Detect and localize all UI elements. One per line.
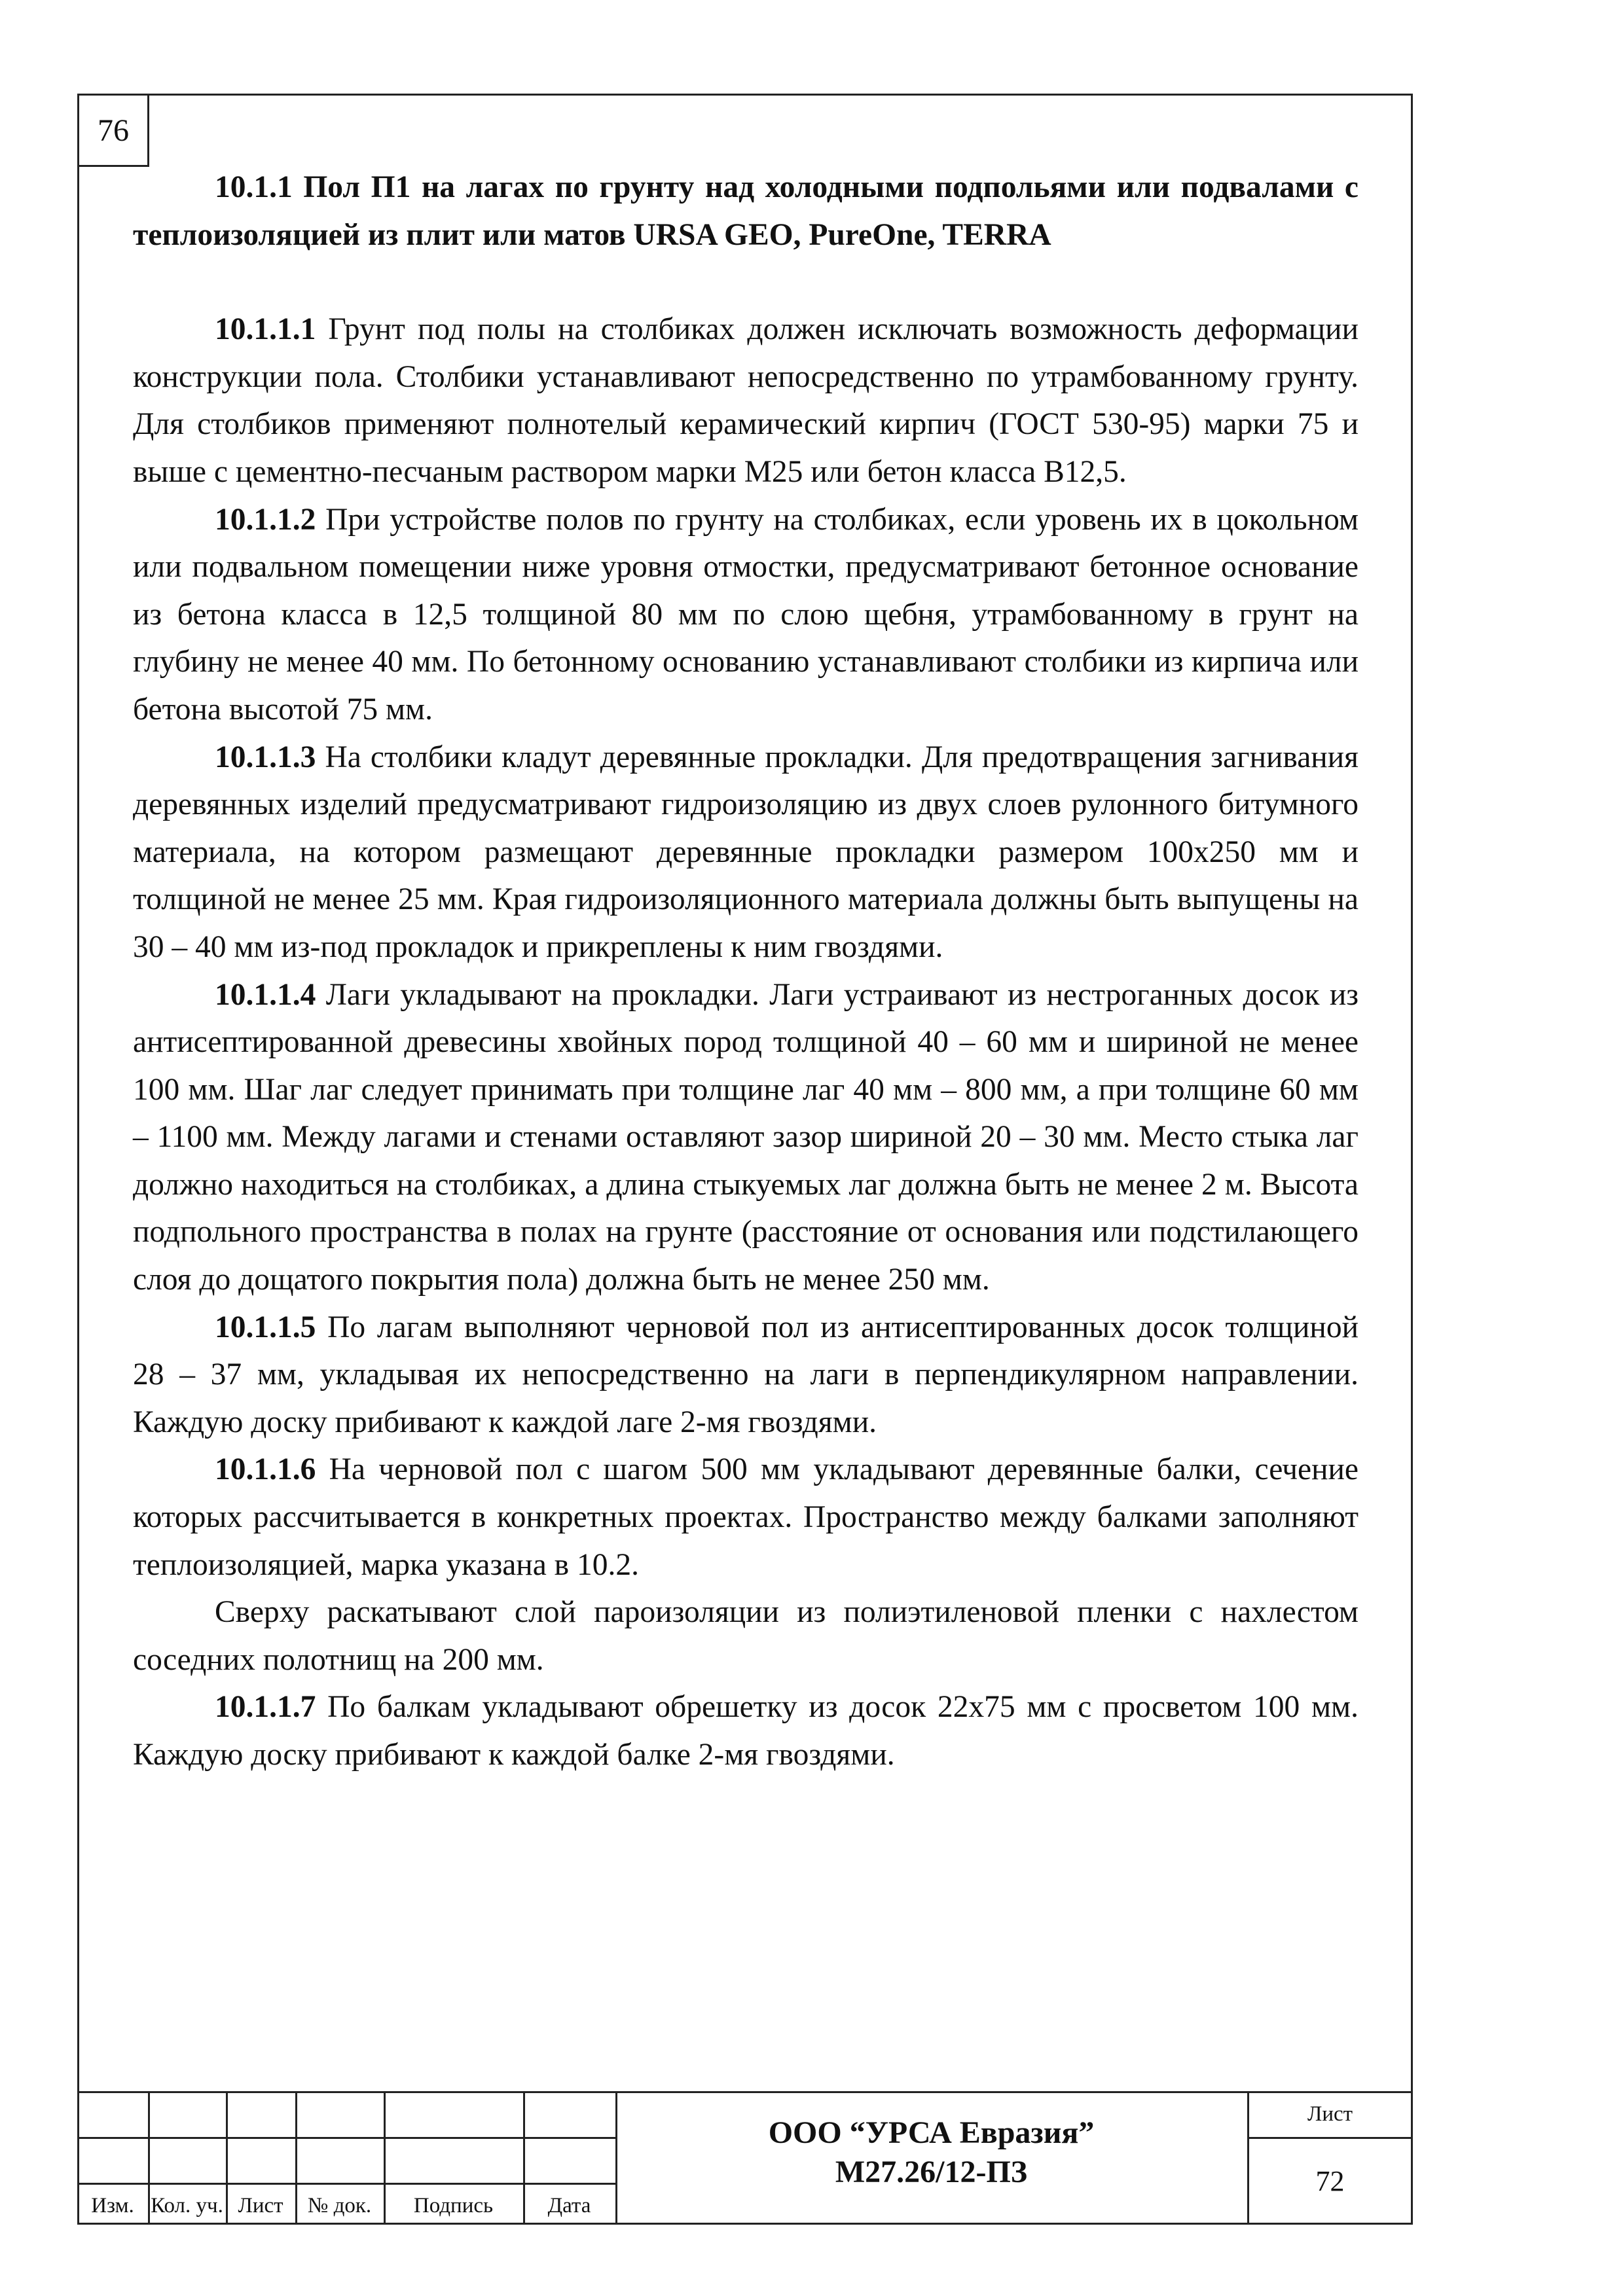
sheet-label: Лист <box>1307 2102 1353 2126</box>
stamp-col-izm: Изм. <box>91 2194 134 2217</box>
document-code: М27.26/12-ПЗ <box>835 2155 1028 2189</box>
paragraph-10-1-1-2 <box>133 496 1359 734</box>
paragraph-number: 10.1.1.4 <box>215 977 316 1012</box>
paragraph-10-1-1-5 <box>133 1304 1359 1446</box>
paragraph-number: 10.1.1.7 <box>215 1690 316 1725</box>
paragraph-number: 10.1.1.1 <box>215 312 316 347</box>
stamp-col-list: Лист <box>238 2194 283 2217</box>
stamp-col-kol-uch: Кол. уч. <box>151 2194 223 2217</box>
paragraph-10-1-1-3 <box>133 734 1359 971</box>
paragraph-number: 10.1.1.2 <box>215 502 316 537</box>
organization-block <box>615 2113 1247 2192</box>
stamp-line <box>77 2183 615 2185</box>
paragraph-text: Грунт под полы на столбиках должен исключать возможность деформации конструкции пола. Столбики устанавливают непосредственно по утрамбованному грунту. Для столбиков применяют полнотелый керамический кирпич (ГОСТ 530-95) марки 75 и выше с цементно-песчаным раствором марки М25 или бетон класса В12,5. <box>133 312 1359 489</box>
paragraph-number: 10.1.1.3 <box>215 740 316 774</box>
stamp-col-doc-number: № док. <box>307 2194 372 2217</box>
paragraph-text: По лагам выполняют черновой пол из антисептированных досок толщиной 28 – 37 мм, укладывая их непосредственно на лаги в перпендикулярном направлении. Каждую доску прибивают к каждой лаге 2-мя гвоздями. <box>133 1310 1359 1439</box>
stamp-col-date: Дата <box>547 2194 591 2217</box>
stamp-col-signature: Подпись <box>413 2194 494 2217</box>
paragraph-10-1-1-7 <box>133 1683 1359 1778</box>
stamp-line <box>77 2137 615 2139</box>
paragraph-text: Сверху раскатывают слой пароизоляции из полиэтиленовой пленки с нахлестом соседних полотнищ на 200 мм. <box>133 1595 1359 1677</box>
page-corner-number: 76 <box>77 94 149 167</box>
paragraph-vapor-barrier <box>133 1588 1359 1683</box>
document-body <box>133 164 1359 1779</box>
paragraph-number: 10.1.1.5 <box>215 1310 316 1344</box>
paragraph-text: По балкам укладывают обрешетку из досок 22х75 мм с просветом 100 мм. Каждую доску прибивают к каждой балке 2-мя гвоздями. <box>133 1690 1359 1772</box>
paragraph-text: При устройстве полов по грунту на столбиках, если уровень их в цокольном или подвальном помещении ниже уровня отмостки, предусматривают бетонное основание из бетона класса в 12,5 толщиной 80 мм по слою щебня, утрамбованному в грунт на глубину не менее 40 мм. По бетонному основанию устанавливают столбики из кирпича или бетона высотой 75 мм. <box>133 502 1359 726</box>
title-block <box>77 2091 1413 2225</box>
sheet-number: 72 <box>1315 2164 1345 2197</box>
paragraph-text: Лаги укладывают на прокладки. Лаги устраивают из нестроганных досок из антисептированной древесины хвойных пород толщиной 40 – 60 мм и шириной не менее 100 мм. Шаг лаг следует принимать при толщине лаг 40 мм – 800 мм, а при толщине 60 мм – 1100 мм. Между лагами и стенами оставляют зазор шириной 20 – 30 мм. Место стыка лаг должно находиться на столбиках, а длина стыкуемых лаг должна быть не менее 2 м. Высота подпольного пространства в полах на грунте (расстояние от основания или подстилающего слоя до дощатого покрытия пола) должна быть не менее 250 мм. <box>133 977 1359 1297</box>
paragraph-number: 10.1.1.6 <box>215 1452 316 1487</box>
stamp-line <box>77 2091 1413 2093</box>
organization-name: ООО “УРСА Евразия” <box>768 2115 1095 2150</box>
paragraph-text: На столбики кладут деревянные прокладки. Для предотвращения загнивания деревянных изделий предусматривают гидроизоляцию из двух слоев рулонного битумного материала, на котором размещают деревянные прокладки размером 100х250 мм и толщиной не менее 25 мм. Края гидроизоляционного материала должны быть выпущены на 30 – 40 мм из-под прокладок и прикреплены к ним гвоздями. <box>133 740 1359 964</box>
section-heading: 10.1.1 Пол П1 на лагах по грунту над холодными подпольями или подвалами с теплоизоляцией из плит или матов URSA GEO, PureOne, TERRA <box>133 170 1359 252</box>
paragraph-10-1-1-6 <box>133 1446 1359 1588</box>
heading-spacer <box>133 259 1359 306</box>
paragraph-10-1-1-4 <box>133 971 1359 1304</box>
paragraph-10-1-1-1 <box>133 306 1359 495</box>
paragraph-text: На черновой пол с шагом 500 мм укладывают деревянные балки, сечение которых рассчитывается в конкретных проектах. Пространство между балками заполняют теплоизоляцией, марка указана в 10.2. <box>133 1452 1359 1582</box>
